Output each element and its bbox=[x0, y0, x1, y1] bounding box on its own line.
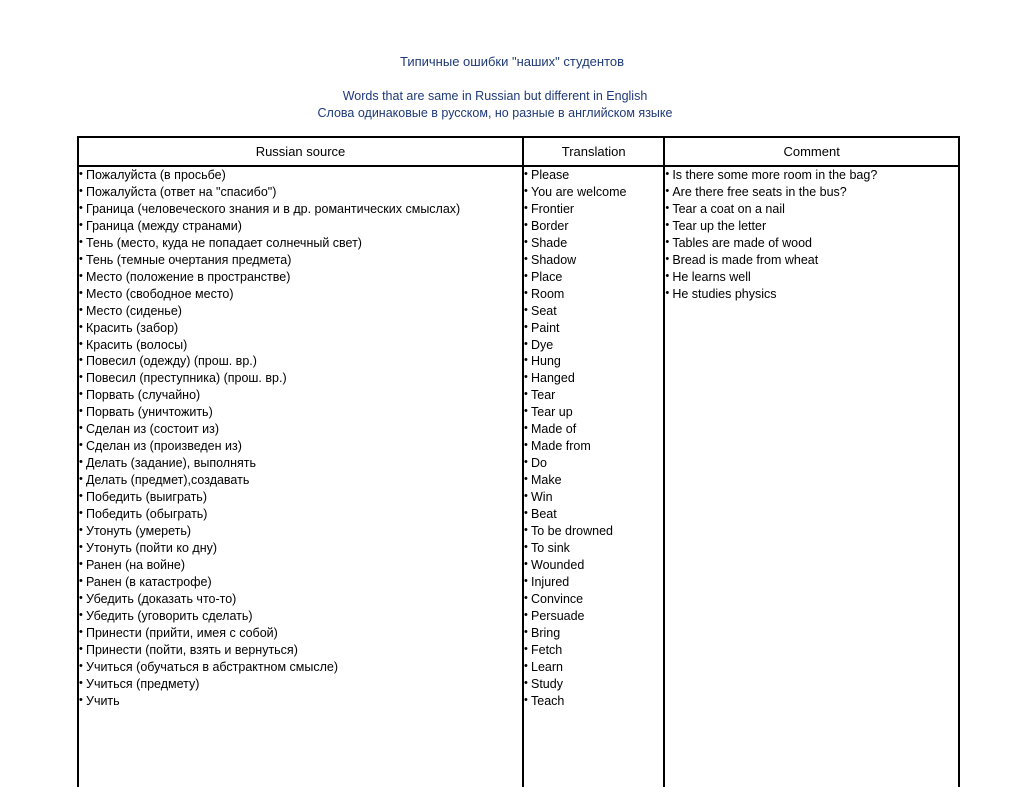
list-item: • Tear up bbox=[524, 404, 663, 421]
list-item: • Порвать (уничтожить) bbox=[79, 404, 522, 421]
list-item: • Do bbox=[524, 455, 663, 472]
list-item: • Are there free seats in the bus? bbox=[665, 184, 958, 201]
list-item: • Принести (пойти, взять и вернуться) bbox=[79, 642, 522, 659]
list-item: • Принести (прийти, имея с собой) bbox=[79, 625, 522, 642]
list-item: • Ранен (в катастрофе) bbox=[79, 574, 522, 591]
list-item: • Hanged bbox=[524, 370, 663, 387]
list-item: • Paint bbox=[524, 320, 663, 337]
comment-group-tear-made bbox=[665, 201, 958, 269]
list-item: • Made of bbox=[524, 421, 663, 438]
page-title: Типичные ошибки "наших" студентов bbox=[399, 54, 625, 69]
list-item: • Injured bbox=[524, 574, 663, 591]
list-item: • He studies physics bbox=[665, 286, 958, 303]
list-item: • Wounded bbox=[524, 557, 663, 574]
column-header-comment: Comment bbox=[664, 137, 959, 166]
comment-group-learn-study bbox=[665, 269, 958, 303]
list-item: • Повесил (одежду) (прош. вр.) bbox=[79, 353, 522, 370]
list-item: • Make bbox=[524, 472, 663, 489]
list-item: • Convince bbox=[524, 591, 663, 608]
translation-cell bbox=[523, 166, 664, 787]
list-item: • Пожалуйста (ответ на "спасибо") bbox=[79, 184, 522, 201]
list-item: • Beat bbox=[524, 506, 663, 523]
list-item: • Тень (место, куда не попадает солнечный свет) bbox=[79, 235, 522, 252]
list-item: • Shade bbox=[524, 235, 663, 252]
list-item: • Seat bbox=[524, 303, 663, 320]
list-item: • Красить (волосы) bbox=[79, 337, 522, 354]
table-header-row bbox=[78, 137, 959, 166]
list-item: • Dye bbox=[524, 337, 663, 354]
list-item: • Shadow bbox=[524, 252, 663, 269]
list-item: • Пожалуйста (в просьбе) bbox=[79, 167, 522, 184]
subtitle-russian: Слова одинаковые в русском, но разные в английском языке bbox=[317, 106, 673, 120]
russian-source-list bbox=[79, 167, 522, 710]
list-item: • Учить bbox=[79, 693, 522, 710]
list-item: • Граница (между странами) bbox=[79, 218, 522, 235]
column-header-russian-source: Russian source bbox=[78, 137, 523, 166]
list-item: • Tear up the letter bbox=[665, 218, 958, 235]
list-item: • Persuade bbox=[524, 608, 663, 625]
list-item: • Граница (человеческого знания и в др. романтических смыслах) bbox=[79, 201, 522, 218]
russian-source-cell bbox=[78, 166, 523, 787]
list-item: • Bring bbox=[524, 625, 663, 642]
list-item: • Победить (выиграть) bbox=[79, 489, 522, 506]
list-item: • Делать (предмет),создавать bbox=[79, 472, 522, 489]
list-item: • Frontier bbox=[524, 201, 663, 218]
list-item: • Утонуть (пойти ко дну) bbox=[79, 540, 522, 557]
list-item: • Bread is made from wheat bbox=[665, 252, 958, 269]
list-item: • To sink bbox=[524, 540, 663, 557]
translation-list bbox=[524, 167, 663, 710]
subtitle-english: Words that are same in Russian but different in English bbox=[342, 89, 648, 103]
list-item: • Победить (обыграть) bbox=[79, 506, 522, 523]
list-item: • He learns well bbox=[665, 269, 958, 286]
vocabulary-table bbox=[77, 136, 960, 787]
list-item: • Please bbox=[524, 167, 663, 184]
list-item: • Tear a coat on a nail bbox=[665, 201, 958, 218]
list-item: • Порвать (случайно) bbox=[79, 387, 522, 404]
list-item: • Win bbox=[524, 489, 663, 506]
column-header-translation: Translation bbox=[523, 137, 664, 166]
table-body-row bbox=[78, 166, 959, 787]
list-item: • To be drowned bbox=[524, 523, 663, 540]
list-item: • Fetch bbox=[524, 642, 663, 659]
list-item: • Ранен (на войне) bbox=[79, 557, 522, 574]
list-item: • Убедить (уговорить сделать) bbox=[79, 608, 522, 625]
list-item: • Border bbox=[524, 218, 663, 235]
list-item: • Teach bbox=[524, 693, 663, 710]
list-item: • Сделан из (произведен из) bbox=[79, 438, 522, 455]
list-item: • Is there some more room in the bag? bbox=[665, 167, 958, 184]
list-item: • Утонуть (умереть) bbox=[79, 523, 522, 540]
comment-cell bbox=[664, 166, 959, 787]
list-item: • Hung bbox=[524, 353, 663, 370]
comment-group-room-seat bbox=[665, 167, 958, 201]
list-item: • Learn bbox=[524, 659, 663, 676]
list-item: • Учиться (предмету) bbox=[79, 676, 522, 693]
list-item: • Room bbox=[524, 286, 663, 303]
list-item: • Убедить (доказать что-то) bbox=[79, 591, 522, 608]
list-item: • Делать (задание), выполнять bbox=[79, 455, 522, 472]
list-item: • Тень (темные очертания предмета) bbox=[79, 252, 522, 269]
list-item: • Tables are made of wood bbox=[665, 235, 958, 252]
list-item: • Place bbox=[524, 269, 663, 286]
list-item: • Tear bbox=[524, 387, 663, 404]
list-item: • Повесил (преступника) (прош. вр.) bbox=[79, 370, 522, 387]
list-item: • Красить (забор) bbox=[79, 320, 522, 337]
list-item: • Учиться (обучаться в абстрактном смысле) bbox=[79, 659, 522, 676]
list-item: • Сделан из (состоит из) bbox=[79, 421, 522, 438]
list-item: • Место (сиденье) bbox=[79, 303, 522, 320]
list-item: • Место (свободное место) bbox=[79, 286, 522, 303]
list-item: • Study bbox=[524, 676, 663, 693]
list-item: • Место (положение в пространстве) bbox=[79, 269, 522, 286]
list-item: • Made from bbox=[524, 438, 663, 455]
list-item: • You are welcome bbox=[524, 184, 663, 201]
